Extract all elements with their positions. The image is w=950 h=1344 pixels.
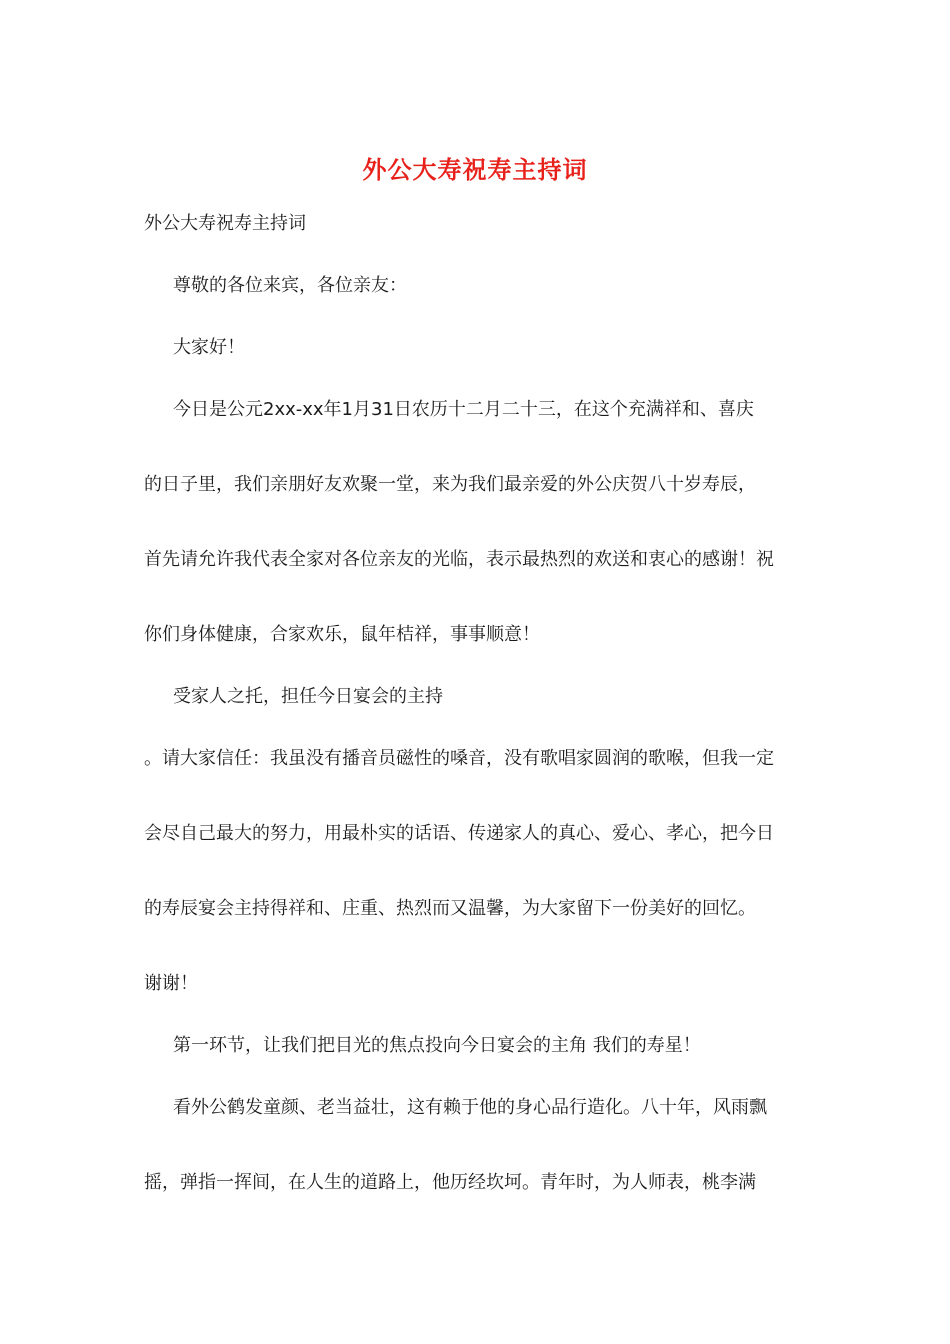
paragraph-line: 首先请允许我代表全家对各位亲友的光临，表示最热烈的欢送和衷心的感谢！祝 xyxy=(144,549,774,570)
hello-line: 大家好！ xyxy=(173,337,245,358)
paragraph-line: 你们身体健康，合家欢乐，鼠年桔祥，事事顺意！ xyxy=(144,624,540,645)
document-title: 外公大寿祝寿主持词 xyxy=(362,155,588,184)
paragraph-line: 的寿辰宴会主持得祥和、庄重、热烈而又温馨，为大家留下一份美好的回忆。 xyxy=(144,898,756,919)
document-subtitle: 外公大寿祝寿主持词 xyxy=(144,213,306,234)
greeting-line: 尊敬的各位来宾，各位亲友： xyxy=(173,275,407,296)
paragraph-line: 摇，弹指一挥间，在人生的道路上，他历经坎坷。青年时，为人师表，桃李满 xyxy=(144,1172,756,1193)
paragraph-line: 。请大家信任：我虽没有播音员磁性的嗓音，没有歌唱家圆润的歌喉，但我一定 xyxy=(144,748,774,769)
paragraph-line: 今日是公元2xx-xx年1月31日农历十二月二十三，在这个充满祥和、喜庆 xyxy=(173,399,754,420)
paragraph-line: 受家人之托，担任今日宴会的主持 xyxy=(173,686,443,707)
paragraph-line: 会尽自己最大的努力，用最朴实的话语、传递家人的真心、爱心、孝心，把今日 xyxy=(144,823,774,844)
paragraph-line: 第一环节，让我们把目光的焦点投向今日宴会的主角 我们的寿星！ xyxy=(173,1035,701,1056)
paragraph-line: 看外公鹤发童颜、老当益壮，这有赖于他的身心品行造化。八十年，风雨飘 xyxy=(173,1097,767,1118)
thanks-line: 谢谢！ xyxy=(144,973,198,994)
paragraph-line: 的日子里，我们亲朋好友欢聚一堂，来为我们最亲爱的外公庆贺八十岁寿辰， xyxy=(144,474,756,495)
